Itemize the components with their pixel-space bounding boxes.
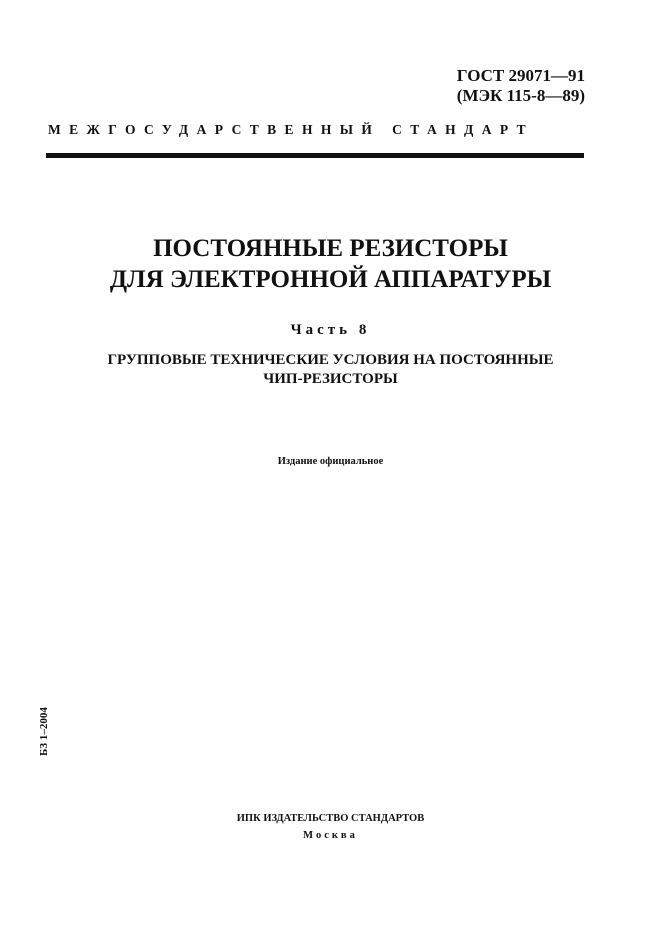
publisher-city: Москва [303,830,358,841]
standard-number-block [457,66,585,106]
edition-note: Издание официальное [277,456,384,467]
title-line-2: ДЛЯ ЭЛЕКТРОННОЙ АППАРАТУРЫ [109,266,552,293]
standard-type-banner: МЕЖГОСУДАРСТВЕННЫЙ СТАНДАРТ [48,122,535,137]
header-divider [46,153,584,158]
side-catalog-code: БЗ 1–2004 [38,707,50,756]
iec-reference: (МЭК 115-8—89) [456,86,585,105]
title-line-1: ПОСТОЯННЫЕ РЕЗИСТОРЫ [153,235,508,262]
document-subtitle [0,351,661,389]
publisher-name: ИПК ИЗДАТЕЛЬСТВО СТАНДАРТОВ [236,813,425,824]
subtitle-line-1: ГРУППОВЫЕ ТЕХНИЧЕСКИЕ УСЛОВИЯ НА ПОСТОЯННЫЕ [107,352,554,368]
subtitle-line-2: ЧИП-РЕЗИСТОРЫ [263,371,398,387]
standard-number: ГОСТ 29071—91 [456,66,585,85]
document-title [0,233,661,295]
part-number: Часть 8 [290,322,371,338]
